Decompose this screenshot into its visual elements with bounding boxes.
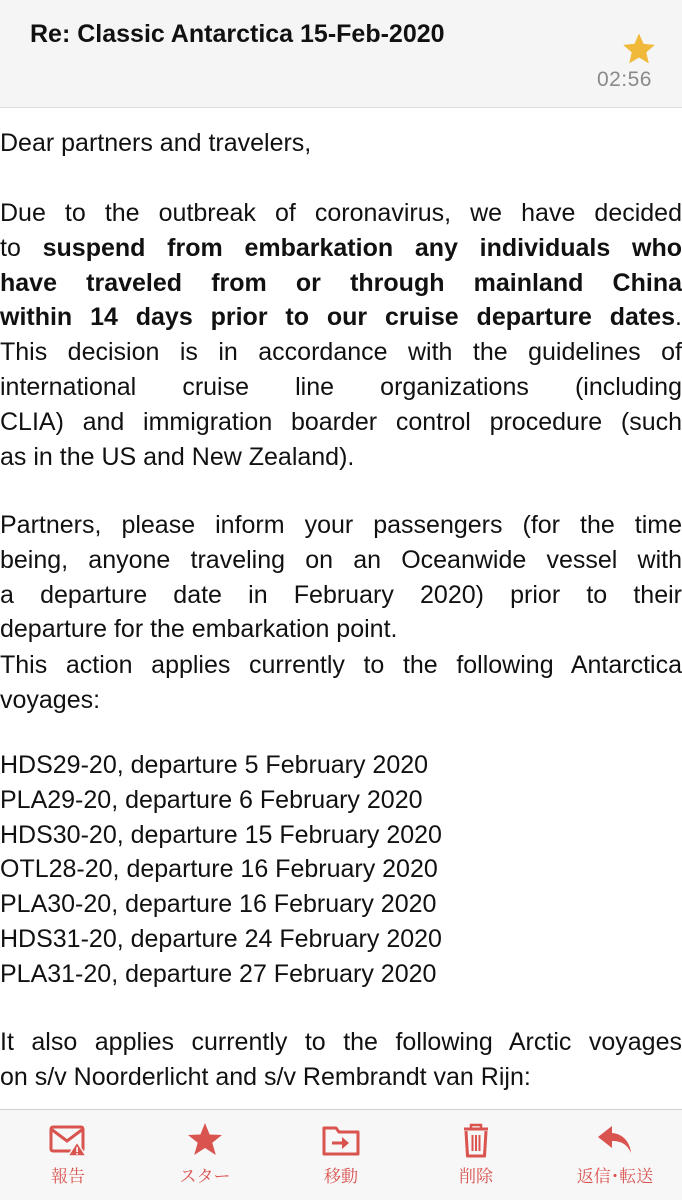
reply-icon: [595, 1122, 635, 1158]
paragraph-inform-passengers: [0, 508, 682, 647]
report-label: 報告: [51, 1167, 85, 1187]
paragraph-text: to: [0, 233, 43, 262]
paragraph-line: being, anyone traveling on an Oceanwide vessel with: [0, 545, 682, 574]
star-icon: [185, 1122, 225, 1158]
paragraph-line: It also applies currently to the following Arctic voyages: [0, 1028, 682, 1056]
paragraph-text: .: [675, 303, 682, 332]
delete-button[interactable]: [421, 1122, 531, 1187]
paragraph-line: departure for the embarkation point.: [0, 615, 398, 644]
paragraph-line: CLIA) and immigration boarder control procedure (such: [0, 407, 682, 436]
paragraph-line: [0, 300, 682, 335]
bold-text: suspend from embarkation any individuals who: [42, 233, 682, 262]
paragraph-line: a departure date in February 2020) prior to their: [0, 580, 682, 609]
bottom-toolbar: [0, 1109, 682, 1200]
paragraph-line: [0, 231, 682, 266]
move-button[interactable]: [286, 1122, 396, 1187]
paragraph-antarctica-intro: [0, 648, 682, 718]
voyage-item: HDS29-20, departure 5 February 2020: [0, 751, 429, 779]
paragraph-line: as in the US and New Zealand).: [0, 442, 355, 471]
bold-text: within 14 days prior to our cruise departure dates: [0, 303, 676, 332]
voyage-list: [0, 748, 682, 992]
star-label: スター: [179, 1167, 231, 1187]
paragraph-arctic-intro: [0, 1025, 682, 1095]
star-button[interactable]: [150, 1122, 260, 1187]
email-subject: Re: Classic Antarctica 15-Feb-2020: [30, 20, 445, 48]
voyage-item: PLA30-20, departure 16 February 2020: [0, 890, 437, 919]
report-spam-icon: [48, 1122, 88, 1158]
paragraph-line: Partners, please inform your passengers (for the time: [0, 511, 682, 539]
paragraph-line: international cruise line organizations (including: [0, 372, 682, 401]
paragraph-line: This action applies currently to the following Antarctica: [0, 651, 682, 679]
email-body: [0, 108, 682, 1109]
email-header: [0, 0, 682, 108]
paragraph-suspension: [0, 196, 682, 474]
paragraph-line: This decision is in accordance with the guidelines of: [0, 338, 682, 367]
voyage-item: OTL28-20, departure 16 February 2020: [0, 855, 438, 884]
paragraph-line: on s/v Noorderlicht and s/v Rembrandt van Rijn:: [0, 1062, 531, 1091]
voyage-item: HDS30-20, departure 15 February 2020: [0, 820, 442, 849]
move-folder-icon: [321, 1122, 361, 1158]
paragraph-line: voyages:: [0, 685, 101, 714]
reply-forward-button[interactable]: [560, 1122, 670, 1187]
voyage-item: PLA29-20, departure 6 February 2020: [0, 785, 423, 814]
report-button[interactable]: [13, 1122, 123, 1187]
move-label: 移動: [324, 1167, 358, 1187]
bold-text: have traveled from or through mainland China: [0, 268, 682, 297]
trash-icon: [456, 1122, 496, 1158]
paragraph-line: [0, 266, 682, 301]
star-icon[interactable]: [620, 30, 658, 68]
voyage-item: PLA31-20, departure 27 February 2020: [0, 959, 437, 988]
reply-forward-label: 返信･転送: [576, 1167, 654, 1187]
paragraph-line: Due to the outbreak of coronavirus, we have decided: [0, 199, 682, 227]
delete-label: 削除: [459, 1167, 493, 1187]
email-time: 02:56: [596, 68, 652, 91]
voyage-item: HDS31-20, departure 24 February 2020: [0, 924, 442, 953]
greeting-text: Dear partners and travelers,: [0, 129, 312, 157]
